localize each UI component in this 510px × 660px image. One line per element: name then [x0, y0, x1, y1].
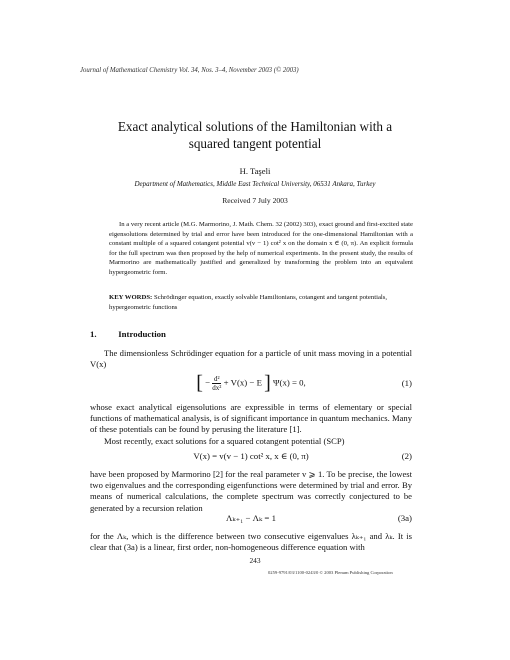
- section-number: 1.: [90, 329, 97, 339]
- equation-1: [ − $\frac{\text{d²}}{\text{dx²}}$ + V(x) − E ] Ψ(x) = 0, (1): [196, 372, 412, 394]
- publisher-footer: 0259-9791/03/1100-0243/0 © 2003 Plenum Publishing Corporation: [268, 570, 393, 575]
- paragraph-5: for the Λₖ, which is the difference between two consecutive eigenvalues λₖ₊₁ and λₖ. It is clear that (3a) is a linear, first order, non-homogeneous difference equation with: [90, 531, 412, 553]
- journal-header: Journal of Mathematical Chemistry Vol. 34, Nos. 3–4, November 2003 (© 2003): [80, 67, 299, 74]
- section-title: Introduction: [118, 329, 166, 339]
- equation-3-tag: (3a): [397, 513, 412, 523]
- author: H. Taşeli: [239, 166, 271, 176]
- keywords: [109, 293, 413, 312]
- paragraph-2: whose exact analytical eigensolutions are expressible in terms of elementary or special functions of mathematical analysis, is of significant importance in quantum mechanics. Many of these potentials can be found by perusing the literature [1].: [90, 402, 412, 435]
- paragraph-3: Most recently, exact solutions for a squared cotangent potential (SCP): [104, 436, 345, 446]
- abstract-text: In a very recent article (M.G. Marmorino, J. Math. Chem. 32 (2002) 303), exact ground and first-excited state eigensolutions determined by trial and error have been introduced for the one-dimensional Hamiltonian with a constant multiple of a squared cotangent potential v(v − 1) cot² x on the domain x ∈ (0, π). An explicit formula for the full spectrum was then proposed by the help of numerical experiments. In the present study, the results of Marmorino are mathematically justified and generalized by transforming the problem into an equivalent hypergeometric form.: [109, 221, 413, 276]
- received-date: Received 7 July 2003: [222, 196, 288, 205]
- paper-title: [60, 118, 450, 152]
- equation-1-tag: (1): [401, 378, 412, 388]
- keywords-text: Schrödinger equation, exactly solvable Hamiltonians, cotangent and tangent potentials, hypergeometric functions: [109, 294, 388, 311]
- page-number: 243: [249, 556, 261, 565]
- equation-2-tag: (2): [401, 451, 412, 461]
- affiliation: Department of Mathematics, Middle East Technical University, 06531 Ankara, Turkey: [134, 180, 376, 188]
- section-heading: [90, 329, 166, 339]
- equation-3: Λₖ₊₁ − Λₖ = 1 (3a): [225, 513, 412, 523]
- title-line-1: Exact analytical solutions of the Hamiltonian with a: [117, 119, 393, 134]
- paragraph-1: The dimensionless Schrödinger equation for a particle of unit mass moving in a potential V(x): [90, 348, 412, 370]
- second-derivative-fraction: $\frac{\text{d²}}{\text{dx²}}$: [212, 375, 222, 392]
- title-line-2: squared tangent potential: [188, 136, 322, 151]
- equation-2: V(x) = v(v − 1) cot² x, x ∈ (0, π) (2): [193, 451, 412, 461]
- keywords-label: KEY WORDS:: [109, 294, 153, 301]
- paragraph-4: have been proposed by Marmorino [2] for the real parameter v ⩾ 1. To be precise, the lowest two eigenvalues and the corresponding eigenfunctions were determined by trial and error. By means of numerical calculations, the complete spectrum was correctly conjectured to be generated by a recursion relation: [90, 469, 412, 513]
- abstract: [109, 220, 413, 277]
